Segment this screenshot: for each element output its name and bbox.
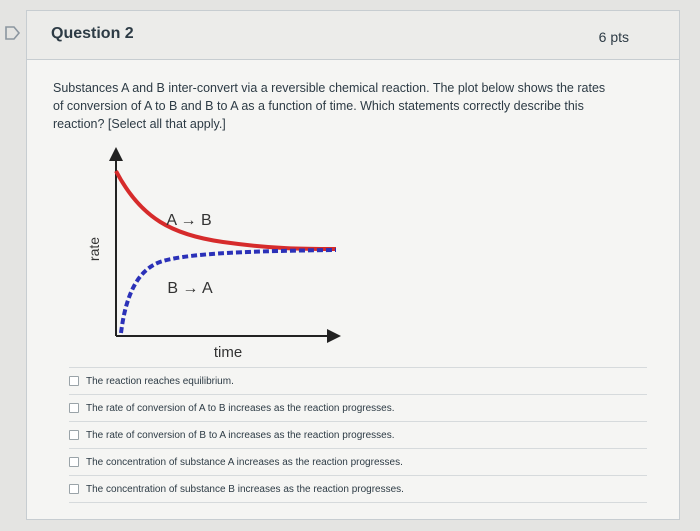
answer-checkbox[interactable] [69,430,79,440]
answer-checkbox[interactable] [69,376,79,386]
question-points: 6 pts [598,29,629,45]
answer-label: The concentration of substance A increases as the reaction progresses. [86,456,403,468]
question-text: Substances A and B inter-convert via a reversible chemical reaction. The plot below shows the rates of conversion of A to B and B to A as a function of time. Which statements correctly describe this reaction? [Select all that apply.] [53,81,606,131]
question-header [27,11,679,60]
y-axis-label: rate [86,236,102,262]
answer-label: The rate of conversion of A to B increases as the reaction progresses. [86,402,395,414]
answer-checkbox[interactable] [69,484,79,494]
answer-option[interactable] [69,475,647,503]
answer-list [69,367,647,503]
answer-option[interactable] [69,367,647,394]
curve-a-to-b [116,171,336,249]
answer-checkbox[interactable] [69,403,79,413]
curve-b-to-a [121,250,336,333]
label-a-to-b: A → B [166,212,212,229]
x-axis-label: time [213,344,243,361]
answer-label: The concentration of substance B increases as the reaction progresses. [86,483,404,495]
label-b-to-a: B → A [167,280,213,297]
answer-option[interactable] [69,448,647,475]
rate-time-figure [53,141,353,363]
flag-icon[interactable] [4,24,22,42]
question-card [26,10,680,520]
question-title: Question 2 [51,25,134,42]
answer-option[interactable] [69,421,647,448]
answer-label: The reaction reaches equilibrium. [86,375,234,387]
y-axis-arrow [109,147,123,161]
answer-label: The rate of conversion of B to A increases as the reaction progresses. [86,429,395,441]
x-axis-arrow [327,329,341,343]
answer-checkbox[interactable] [69,457,79,467]
answer-option[interactable] [69,394,647,421]
